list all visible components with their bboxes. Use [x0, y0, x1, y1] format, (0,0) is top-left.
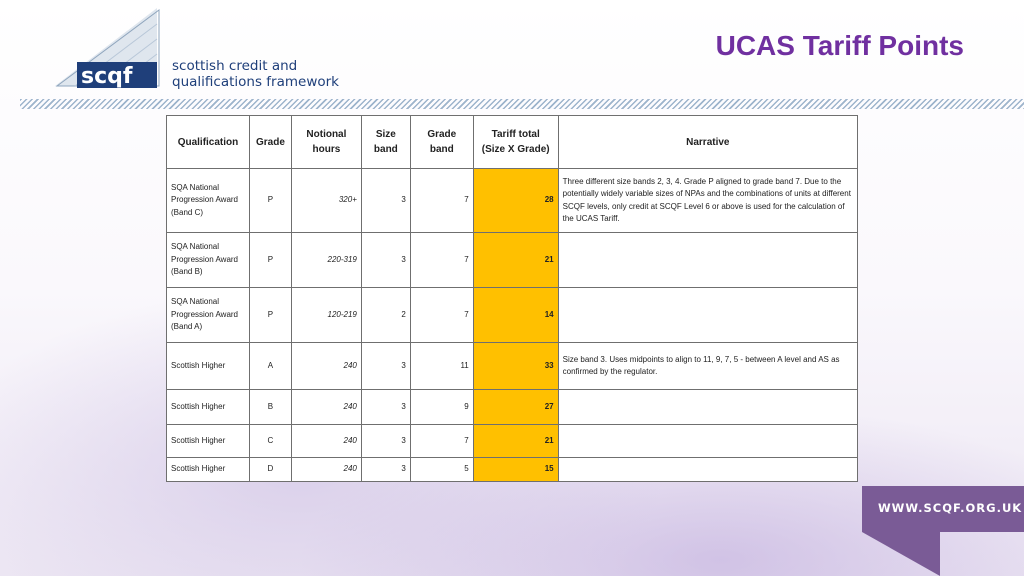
table-row — [167, 288, 858, 343]
cell-size-band: 3 — [361, 425, 410, 458]
cell-size-band: 2 — [361, 288, 410, 343]
header-gradeband-line-2: band — [429, 144, 454, 155]
logo-mark-text: scqf — [81, 64, 133, 89]
header-qualification: Qualification — [167, 116, 250, 169]
table-row — [167, 425, 858, 458]
table-row — [167, 169, 858, 233]
cell-tariff-total: 28 — [473, 169, 558, 233]
cell-notional-hours: 220-319 — [291, 233, 361, 288]
cell-narrative — [558, 288, 857, 343]
cell-grade: D — [249, 458, 291, 482]
cell-narrative — [558, 458, 857, 482]
decorative-stripe — [20, 99, 1024, 109]
cell-grade-band: 7 — [410, 169, 473, 233]
cell-tariff-total: 33 — [473, 343, 558, 390]
qualification-line: SQA National — [171, 182, 220, 192]
qualification-line: Progression Award — [171, 309, 238, 319]
header-tariff-total — [473, 116, 558, 169]
header-size-line-1: Size — [375, 129, 396, 140]
logo-text — [172, 58, 339, 90]
cell-grade: P — [249, 233, 291, 288]
logo-line-1: scottish credit and — [172, 58, 298, 74]
cell-grade-band: 11 — [410, 343, 473, 390]
header-narrative: Narrative — [558, 116, 857, 169]
cell-notional-hours: 240 — [291, 390, 361, 425]
cell-qualification: Scottish Higher — [167, 458, 250, 482]
cell-notional-hours: 240 — [291, 425, 361, 458]
table-row — [167, 343, 858, 390]
cell-grade-band: 7 — [410, 425, 473, 458]
website-link[interactable]: WWW.SCQF.ORG.UK — [878, 501, 1023, 515]
header-size-line-2: band — [373, 144, 398, 155]
cell-grade-band: 9 — [410, 390, 473, 425]
table-row — [167, 390, 858, 425]
table-row — [167, 458, 858, 482]
cell-qualification — [167, 288, 250, 343]
qualification-line: (Band C) — [171, 207, 204, 217]
header-tariff-line-2: (Size X Grade) — [481, 144, 550, 155]
tariff-table — [166, 115, 858, 482]
cell-size-band: 3 — [361, 169, 410, 233]
cell-narrative — [558, 390, 857, 425]
qualification-line: SQA National — [171, 242, 220, 252]
header-grade-band — [410, 116, 473, 169]
cell-narrative — [558, 425, 857, 458]
header-grade: Grade — [249, 116, 291, 169]
qualification-line: (Band B) — [171, 267, 203, 277]
cell-tariff-total: 21 — [473, 425, 558, 458]
cell-size-band: 3 — [361, 233, 410, 288]
cell-qualification: Scottish Higher — [167, 390, 250, 425]
logo-line-2: qualifications framework — [172, 74, 339, 90]
qualification-line: SQA National — [171, 297, 220, 307]
scqf-logo — [55, 8, 365, 90]
cell-grade: A — [249, 343, 291, 390]
header-notional-hours — [291, 116, 361, 169]
cell-grade-band: 5 — [410, 458, 473, 482]
cell-grade: C — [249, 425, 291, 458]
cell-size-band: 3 — [361, 343, 410, 390]
cell-notional-hours: 320+ — [291, 169, 361, 233]
cell-qualification — [167, 233, 250, 288]
cell-narrative: Size band 3. Uses midpoints to align to 11, 9, 7, 5 - between A level and AS as confirmed by the regulator. — [558, 343, 857, 390]
footer-corner-shape — [862, 532, 1024, 576]
cell-tariff-total: 14 — [473, 288, 558, 343]
cell-grade-band: 7 — [410, 233, 473, 288]
cell-qualification: Scottish Higher — [167, 425, 250, 458]
cell-size-band: 3 — [361, 390, 410, 425]
cell-grade-band: 7 — [410, 288, 473, 343]
cell-notional-hours: 240 — [291, 343, 361, 390]
cell-grade: B — [249, 390, 291, 425]
page-title: UCAS Tariff Points — [715, 30, 964, 61]
cell-qualification — [167, 169, 250, 233]
header-notional-line-1: Notional — [306, 129, 347, 140]
cell-narrative — [558, 233, 857, 288]
header-tariff-line-1: Tariff total — [491, 129, 540, 140]
scqf-logo-mark — [55, 8, 165, 90]
cell-size-band: 3 — [361, 458, 410, 482]
cell-grade: P — [249, 169, 291, 233]
cell-tariff-total: 21 — [473, 233, 558, 288]
cell-narrative: Three different size bands 2, 3, 4. Grade P aligned to grade band 7. Due to the potentially widely variable sizes of NPAs and the combinations of units at different SCQF levels, only credit at SCQF Level 6 or above is used for the calculation of the UCAS Tariff. — [558, 169, 857, 233]
header-row — [167, 116, 858, 169]
header-size-band — [361, 116, 410, 169]
qualification-line: (Band A) — [171, 322, 203, 332]
cell-grade: P — [249, 288, 291, 343]
qualification-line: Progression Award — [171, 195, 238, 205]
cell-tariff-total: 15 — [473, 458, 558, 482]
cell-notional-hours: 240 — [291, 458, 361, 482]
header-notional-line-2: hours — [312, 144, 341, 155]
cell-tariff-total: 27 — [473, 390, 558, 425]
cell-qualification: Scottish Higher — [167, 343, 250, 390]
header-gradeband-line-1: Grade — [427, 129, 457, 140]
table-row — [167, 233, 858, 288]
cell-notional-hours: 120-219 — [291, 288, 361, 343]
qualification-line: Progression Award — [171, 254, 238, 264]
